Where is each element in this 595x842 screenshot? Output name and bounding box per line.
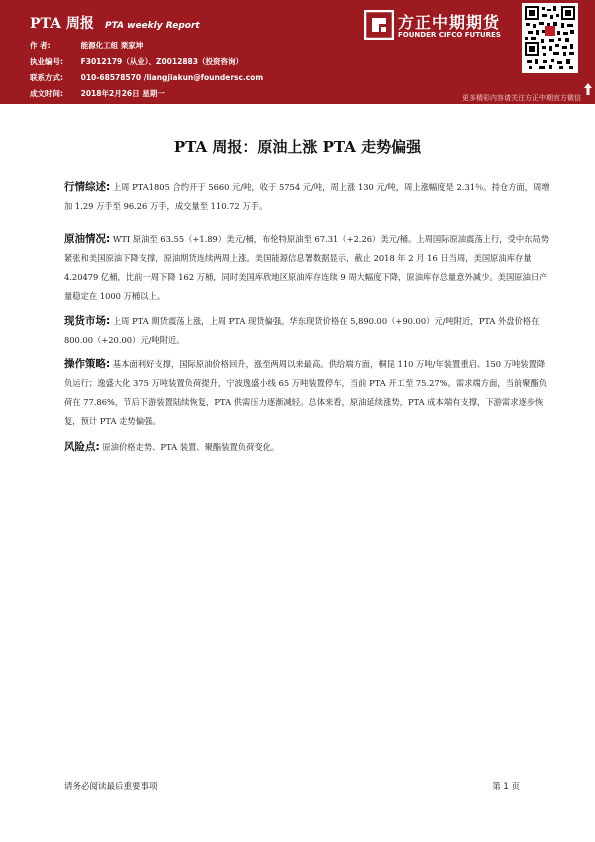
date-line xyxy=(30,88,165,99)
series-title-zh: PTA 周报 xyxy=(30,16,94,32)
founder-logo-icon xyxy=(364,10,394,40)
section-heading: 行情综述: xyxy=(64,181,111,193)
logo-name-zh: 方正中期期货 xyxy=(398,13,501,32)
wechat-qr-code xyxy=(522,3,578,73)
logo-name-en: FOUNDER CIFCO FUTURES xyxy=(398,31,501,39)
section-heading: 现货市场: xyxy=(64,315,111,327)
section-text: 基本面利好支撑，国际原油价格回升，涨至两周以来最高。供给端方面，桐昆 110 万吨/年装置重启、150 万吨装置降负运行；逸盛大化 375 万吨装置负荷提升，宁波逸盛小线 65 万吨装置停车，当前 PTA 开工至 75.27%。需求端方面，当前聚酯负荷在 77.86%，节后下游装置陆续恢复，PTA 供需压力逐渐减轻。总体来看，原油延续涨势，PTA 成本端有支撑，下游需求逐步恢复，预计 PTA 走势偏强。 xyxy=(64,359,548,426)
section-text: 原油价格走势、PTA 装置、聚酯装置负荷变化。 xyxy=(102,442,280,452)
contact-line xyxy=(30,72,263,83)
date-label: 成文时间: xyxy=(30,89,63,98)
section-text: 上周 PTA1805 合约开于 5660 元/吨，收于 5754 元/吨，周上涨 130 元/吨，周上涨幅度是 2.31％。持仓方面，周增加 1.29 万手至 96.26 万手，成交量至 110.72 万手。 xyxy=(64,182,550,211)
license-label: 执业编号: xyxy=(30,57,63,66)
report-header xyxy=(0,0,595,104)
license-value: F3012179（从业）、Z0012883（投资咨询） xyxy=(80,57,243,66)
scroll-up-arrow-icon[interactable] xyxy=(583,82,593,96)
wechat-follow-note: 更多精彩内容请关注方正中期官方微信 xyxy=(462,94,581,102)
section-text: WTI 原油至 63.55（+1.89）美元/桶，布伦特原油至 67.31（+2.26）美元/桶。上周国际原油震荡上行，受中东局势紧张和美国原油下降支撑，原油期货连续两周上涨。美国能源信息署数据显示，截止 2018 年 2 月 16 日当周，美国原油库存量 4.20479 亿桶，比前一周下降 162 万桶，同时美国库欣地区原油库存连续 9 周大幅度下降，原油库存总量意外减少。美国原油日产量稳定在 1000 万桶以上。 xyxy=(64,234,550,301)
contact-value[interactable]: 010-68578570 /liangjiakun@foundersc.com xyxy=(80,73,264,82)
date-value: 2018年2月26日 星期一 xyxy=(80,89,165,98)
section-text: 上周 PTA 期货震荡上涨，上周 PTA 现货偏强。华东现货价格在 5,890.00（+90.00）元/吨附近，PTA 外盘价格在 800.00（+20.00）元/吨附近。 xyxy=(64,316,540,345)
qr-code-icon xyxy=(525,6,575,70)
section-strategy xyxy=(64,355,550,431)
page-number: 第 1 页 xyxy=(492,782,520,792)
section-crude-oil xyxy=(64,230,550,306)
footer-disclaimer-note: 请务必阅读最后重要事项 xyxy=(64,782,158,792)
author-label: 作 者: xyxy=(30,41,51,50)
section-risk xyxy=(64,438,550,457)
section-heading: 原油情况: xyxy=(64,233,111,245)
section-heading: 风险点: xyxy=(64,441,100,453)
contact-label: 联系方式: xyxy=(30,73,63,82)
founder-logo xyxy=(364,8,516,48)
license-line xyxy=(30,56,243,67)
report-series-title xyxy=(30,13,200,33)
author-line xyxy=(30,40,143,51)
section-market-summary xyxy=(64,178,550,216)
report-title: PTA 周报：原油上涨 PTA 走势偏强 xyxy=(173,138,422,156)
section-heading: 操作策略: xyxy=(64,358,111,370)
series-title-en: PTA weekly Report xyxy=(105,21,200,31)
author-value: 能源化工组 栗家坤 xyxy=(80,41,144,50)
section-spot-market xyxy=(64,312,550,350)
